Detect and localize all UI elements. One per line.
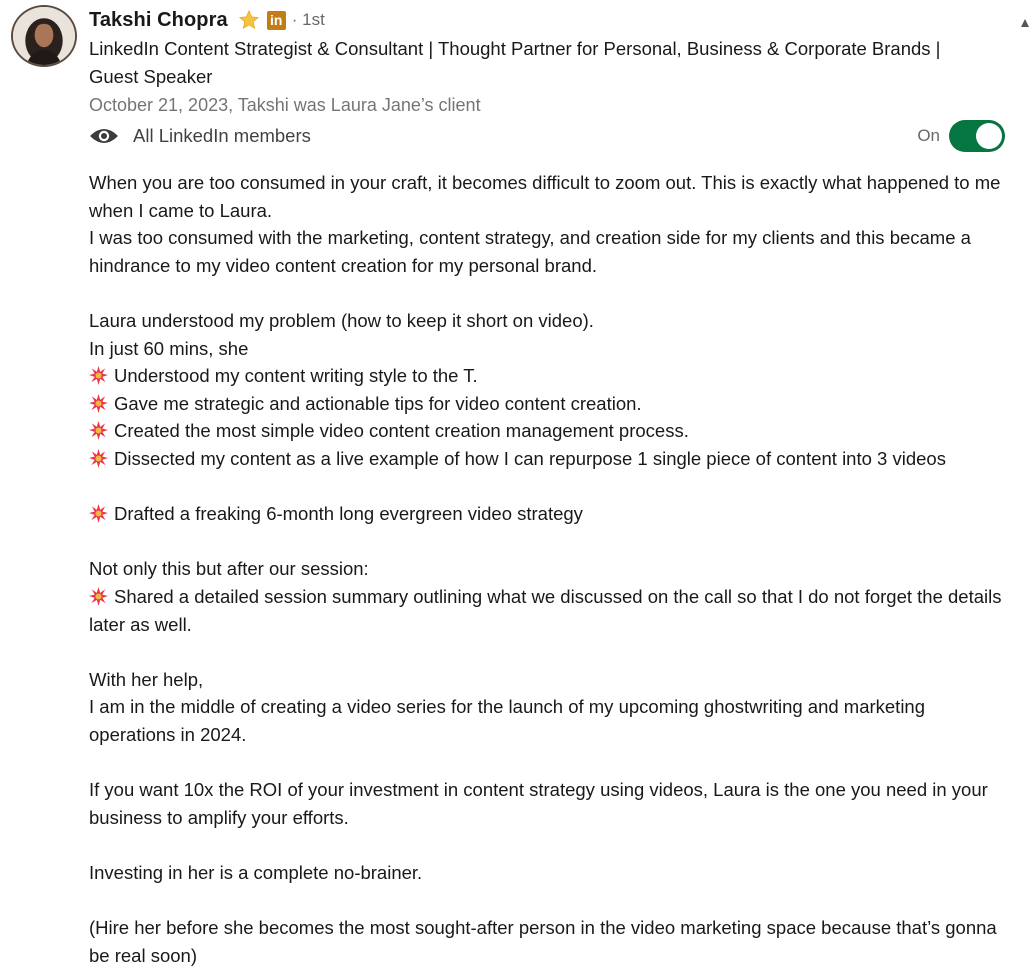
text-line: [89, 555, 1009, 583]
line-text: Laura understood my problem (how to keep it short on video).: [89, 309, 594, 331]
blank-line: [89, 473, 1009, 501]
eye-icon: [89, 126, 119, 146]
avatar[interactable]: [11, 5, 77, 67]
line-text: With her help,: [89, 668, 204, 690]
line-text: I was too consumed with the marketing, content strategy, and creation side for my clients and this became a hindrance to my video content creation for my personal brand.: [89, 227, 971, 276]
line-text: If you want 10x the ROI of your investment in content strategy using videos, Laura is the one you need in your business to amplify your efforts.: [89, 779, 988, 828]
recommendation-header: [89, 6, 1010, 119]
line-text: Drafted a freaking 6-month long evergreen video strategy: [114, 503, 583, 525]
visibility-toggle-group: [917, 120, 1005, 152]
burst-icon: [89, 421, 108, 440]
line-text: When you are too consumed in your craft, it becomes difficult to zoom out. This is exactly what happened to me when I came to Laura.: [89, 172, 1001, 221]
author-name[interactable]: Takshi Chopra: [89, 8, 228, 31]
burst-icon: [89, 394, 108, 413]
blank-line: [89, 831, 1009, 859]
bullet-line: [89, 445, 1009, 473]
bullet-line: [89, 500, 1009, 528]
burst-icon: [89, 587, 108, 606]
toggle-knob: [976, 123, 1002, 149]
burst-icon: [89, 366, 108, 385]
burst-icon: [89, 504, 108, 523]
visibility-row: [89, 120, 1005, 152]
recommendation-text: [89, 169, 1009, 969]
line-text: Gave me strategic and actionable tips for video content creation.: [114, 392, 642, 414]
line-text: Dissected my content as a live example of how I can repurpose 1 single piece of content into 3 videos: [114, 447, 946, 469]
line-text: I am in the middle of creating a video series for the launch of my upcoming ghostwriting and marketing operations in 2024.: [89, 696, 926, 745]
bullet-line: [89, 362, 1009, 390]
text-line: [89, 307, 1009, 335]
blank-line: [89, 886, 1009, 914]
text-line: [89, 693, 1009, 748]
author-headline: LinkedIn Content Strategist & Consultant | Thought Partner for Personal, Business & Corporate Brands | Guest Speaker: [89, 38, 941, 87]
connection-degree: · 1st: [291, 10, 325, 29]
text-line: [89, 224, 1009, 279]
star-icon: [238, 9, 260, 31]
text-line: [89, 776, 1009, 831]
text-line: [89, 666, 1009, 694]
bullet-line: [89, 417, 1009, 445]
line-text: Shared a detailed session summary outlining what we discussed on the call so that I do not forget the details later as well.: [89, 585, 1002, 635]
line-text: Investing in her is a complete no-brainer.: [89, 861, 423, 883]
blank-line: [89, 638, 1009, 666]
text-line: [89, 335, 1009, 363]
blank-line: [89, 279, 1009, 307]
blank-line: [89, 748, 1009, 776]
linkedin-premium-badge: in: [267, 11, 286, 30]
author-name-row: [89, 6, 1010, 34]
line-text: Understood my content writing style to the T.: [114, 365, 478, 387]
line-text: Not only this but after our session:: [89, 558, 369, 580]
blank-line: [89, 528, 1009, 556]
text-line: [89, 859, 1009, 887]
avatar-photo: [13, 7, 75, 65]
visibility-label: All LinkedIn members: [133, 125, 311, 146]
bullet-line: [89, 583, 1009, 638]
text-line: [89, 169, 1009, 224]
visibility-toggle[interactable]: [949, 120, 1005, 152]
text-line: [89, 914, 1009, 969]
burst-icon: [89, 449, 108, 468]
line-text: In just 60 mins, she: [89, 337, 249, 359]
scroll-up-arrow-icon[interactable]: [1020, 18, 1030, 32]
bullet-line: [89, 390, 1009, 418]
line-text: Created the most simple video content creation management process.: [114, 420, 689, 442]
line-text: (Hire her before she becomes the most sought-after person in the video marketing space because that’s gonna be real soon): [89, 917, 997, 966]
recommendation-date: October 21, 2023, Takshi was Laura Jane’s client: [89, 95, 481, 115]
toggle-label: On: [917, 126, 940, 145]
